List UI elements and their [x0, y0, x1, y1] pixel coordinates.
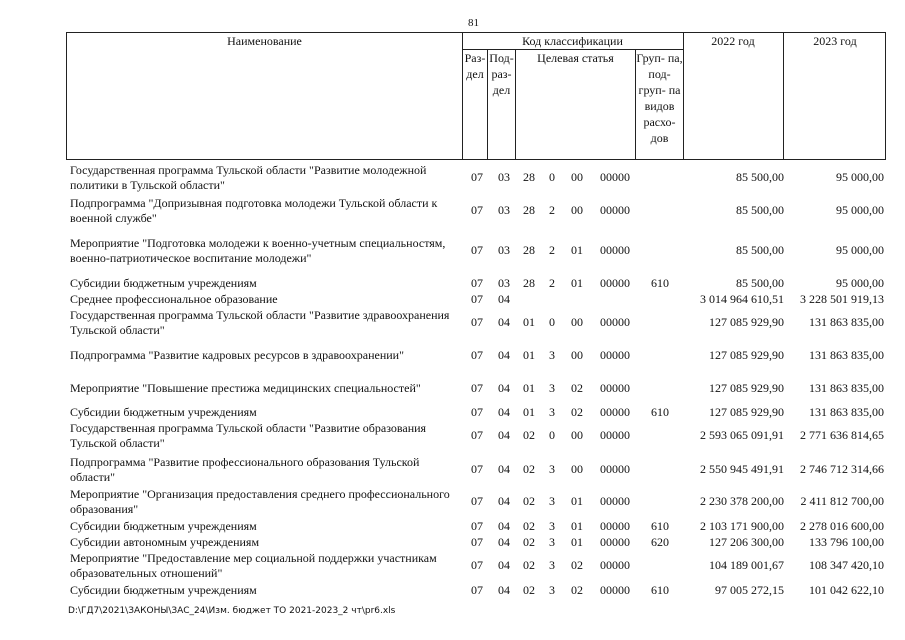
- target-direction-cell: 00000: [600, 583, 630, 597]
- amount-2022-cell: 85 500,00: [736, 203, 784, 217]
- razdel-cell: 07: [471, 348, 483, 362]
- row-name: Субсидии автономным учреждениям: [70, 535, 260, 549]
- target-direction-cell: 00000: [600, 494, 630, 508]
- target-subprogram-cell: 3: [549, 519, 555, 533]
- target-subprogram-cell: 0: [549, 428, 555, 442]
- podrazdel-cell: 03: [498, 203, 510, 217]
- amount-2022-cell: 85 500,00: [736, 276, 784, 290]
- header-group: Груп- па, под- груп- па видов расхо- дов: [636, 51, 683, 145]
- target-subprogram-cell: 3: [549, 583, 555, 597]
- target-measure-cell: 01: [571, 276, 583, 290]
- target-direction-cell: 00000: [600, 558, 630, 572]
- podrazdel-cell: 03: [498, 170, 510, 184]
- target-measure-cell: 02: [571, 405, 583, 419]
- target-program-cell: 02: [523, 519, 535, 533]
- expense-type-cell: 610: [651, 519, 669, 533]
- podrazdel-cell: 04: [498, 428, 510, 442]
- amount-2022-cell: 2 593 065 091,91: [700, 428, 784, 442]
- row-name: Государственная программа Тульской области "Развитие здравоохранения Тульской области": [70, 308, 450, 337]
- amount-2022-cell: 104 189 001,67: [709, 558, 784, 572]
- row-name: Подпрограмма "Допризывная подготовка молодежи Тульской области к военной службе": [70, 196, 438, 225]
- amount-2022-cell: 85 500,00: [736, 170, 784, 184]
- target-subprogram-cell: 2: [549, 276, 555, 290]
- target-program-cell: 28: [523, 243, 535, 257]
- header-target: Целевая статья: [537, 51, 614, 65]
- row-name: Подпрограмма "Развитие профессионального образования Тульской области": [70, 455, 420, 484]
- podrazdel-cell: 04: [498, 381, 510, 395]
- razdel-cell: 07: [471, 428, 483, 442]
- target-subprogram-cell: 0: [549, 315, 555, 329]
- amount-2022-cell: 127 206 300,00: [709, 535, 784, 549]
- podrazdel-cell: 04: [498, 315, 510, 329]
- target-direction-cell: 00000: [600, 276, 630, 290]
- razdel-cell: 07: [471, 381, 483, 395]
- target-measure-cell: 01: [571, 243, 583, 257]
- amount-2023-cell: 3 228 501 919,13: [800, 292, 884, 306]
- row-name: Мероприятие "Подготовка молодежи к военно-учетным специальностям, военно-патриотическое воспитание молодежи": [70, 236, 446, 265]
- target-program-cell: 28: [523, 203, 535, 217]
- amount-2022-cell: 3 014 964 610,51: [700, 292, 784, 306]
- target-program-cell: 01: [523, 405, 535, 419]
- target-program-cell: 02: [523, 428, 535, 442]
- target-direction-cell: 00000: [600, 405, 630, 419]
- target-direction-cell: 00000: [600, 348, 630, 362]
- amount-2023-cell: 131 863 835,00: [809, 348, 884, 362]
- target-measure-cell: 02: [571, 583, 583, 597]
- expense-type-cell: 620: [651, 535, 669, 549]
- razdel-cell: 07: [471, 462, 483, 476]
- target-subprogram-cell: 3: [549, 558, 555, 572]
- podrazdel-cell: 04: [498, 405, 510, 419]
- amount-2023-cell: 95 000,00: [836, 243, 884, 257]
- header-divider: [783, 33, 784, 159]
- target-subprogram-cell: 3: [549, 494, 555, 508]
- amount-2022-cell: 85 500,00: [736, 243, 784, 257]
- target-measure-cell: 02: [571, 558, 583, 572]
- target-direction-cell: 00000: [600, 381, 630, 395]
- target-subprogram-cell: 3: [549, 381, 555, 395]
- razdel-cell: 07: [471, 203, 483, 217]
- podrazdel-cell: 04: [498, 494, 510, 508]
- target-direction-cell: 00000: [600, 535, 630, 549]
- target-direction-cell: 00000: [600, 428, 630, 442]
- target-program-cell: 01: [523, 381, 535, 395]
- target-measure-cell: 02: [571, 381, 583, 395]
- target-subprogram-cell: 0: [549, 170, 555, 184]
- target-direction-cell: 00000: [600, 315, 630, 329]
- page-number: 81: [468, 17, 479, 29]
- amount-2023-cell: 95 000,00: [836, 203, 884, 217]
- target-program-cell: 01: [523, 315, 535, 329]
- row-name: Государственная программа Тульской области "Развитие образования Тульской области": [70, 421, 427, 450]
- amount-2022-cell: 127 085 929,90: [709, 315, 784, 329]
- amount-2023-cell: 101 042 622,10: [809, 583, 884, 597]
- amount-2023-cell: 131 863 835,00: [809, 315, 884, 329]
- row-name: Мероприятие "Предоставление мер социальной поддержки участникам образовательных отношений": [70, 551, 437, 580]
- amount-2022-cell: 97 005 272,15: [715, 583, 784, 597]
- podrazdel-cell: 04: [498, 348, 510, 362]
- podrazdel-cell: 04: [498, 462, 510, 476]
- razdel-cell: 07: [471, 243, 483, 257]
- amount-2022-cell: 2 103 171 900,00: [700, 519, 784, 533]
- target-subprogram-cell: 3: [549, 535, 555, 549]
- table-header: [66, 32, 886, 160]
- target-program-cell: 28: [523, 170, 535, 184]
- row-name: Субсидии бюджетным учреждениям: [70, 276, 257, 290]
- row-name: Мероприятие "Организация предоставления среднего профессионального образования": [70, 487, 450, 516]
- target-measure-cell: 00: [571, 428, 583, 442]
- podrazdel-cell: 03: [498, 276, 510, 290]
- target-subprogram-cell: 3: [549, 462, 555, 476]
- target-program-cell: 02: [523, 583, 535, 597]
- amount-2023-cell: 2 771 636 814,65: [800, 428, 884, 442]
- amount-2023-cell: 2 278 016 600,00: [800, 519, 884, 533]
- target-direction-cell: 00000: [600, 243, 630, 257]
- razdel-cell: 07: [471, 170, 483, 184]
- row-name: Субсидии бюджетным учреждениям: [70, 519, 257, 533]
- file-path-footer: D:\ГД7\2021\ЗАКОНЫ\ЗАС_24\Изм. бюджет ТО 2021-2023_2 чт\pr6.xls: [68, 606, 396, 616]
- target-direction-cell: 00000: [600, 170, 630, 184]
- razdel-cell: 07: [471, 292, 483, 306]
- amount-2022-cell: 2 230 378 200,00: [700, 494, 784, 508]
- target-direction-cell: 00000: [600, 519, 630, 533]
- razdel-cell: 07: [471, 535, 483, 549]
- target-measure-cell: 00: [571, 315, 583, 329]
- header-classification: Код классификации: [522, 34, 623, 48]
- row-name: Мероприятие "Повышение престижа медицинских специальностей": [70, 381, 421, 395]
- header-name: Наименование: [227, 34, 302, 48]
- row-name: Субсидии бюджетным учреждениям: [70, 583, 257, 597]
- target-program-cell: 02: [523, 494, 535, 508]
- expense-type-cell: 610: [651, 405, 669, 419]
- amount-2023-cell: 131 863 835,00: [809, 381, 884, 395]
- target-measure-cell: 00: [571, 203, 583, 217]
- amount-2023-cell: 2 411 812 700,00: [800, 494, 884, 508]
- expense-type-cell: 610: [651, 276, 669, 290]
- razdel-cell: 07: [471, 276, 483, 290]
- podrazdel-cell: 04: [498, 558, 510, 572]
- razdel-cell: 07: [471, 315, 483, 329]
- razdel-cell: 07: [471, 405, 483, 419]
- target-program-cell: 02: [523, 558, 535, 572]
- row-name: Среднее профессиональное образование: [70, 292, 278, 306]
- amount-2023-cell: 95 000,00: [836, 170, 884, 184]
- target-measure-cell: 01: [571, 535, 583, 549]
- target-subprogram-cell: 2: [549, 243, 555, 257]
- razdel-cell: 07: [471, 519, 483, 533]
- podrazdel-cell: 03: [498, 243, 510, 257]
- amount-2022-cell: 127 085 929,90: [709, 381, 784, 395]
- amount-2022-cell: 2 550 945 491,91: [700, 462, 784, 476]
- target-program-cell: 28: [523, 276, 535, 290]
- target-direction-cell: 00000: [600, 203, 630, 217]
- target-subprogram-cell: 2: [549, 203, 555, 217]
- row-name: Субсидии бюджетным учреждениям: [70, 405, 257, 419]
- target-measure-cell: 01: [571, 494, 583, 508]
- target-program-cell: 02: [523, 535, 535, 549]
- amount-2023-cell: 108 347 420,10: [809, 558, 884, 572]
- target-direction-cell: 00000: [600, 462, 630, 476]
- amount-2022-cell: 127 085 929,90: [709, 405, 784, 419]
- podrazdel-cell: 04: [498, 292, 510, 306]
- amount-2023-cell: 2 746 712 314,66: [800, 462, 884, 476]
- target-measure-cell: 00: [571, 462, 583, 476]
- amount-2023-cell: 131 863 835,00: [809, 405, 884, 419]
- target-program-cell: 01: [523, 348, 535, 362]
- target-subprogram-cell: 3: [549, 348, 555, 362]
- amount-2022-cell: 127 085 929,90: [709, 348, 784, 362]
- header-year-2023: 2023 год: [813, 34, 857, 48]
- amount-2023-cell: 95 000,00: [836, 276, 884, 290]
- row-name: Подпрограмма "Развитие кадровых ресурсов в здравоохранении": [70, 348, 404, 362]
- row-name: Государственная программа Тульской области "Развитие молодежной политики в Тульской области": [70, 163, 427, 192]
- target-measure-cell: 00: [571, 348, 583, 362]
- target-measure-cell: 00: [571, 170, 583, 184]
- podrazdel-cell: 04: [498, 535, 510, 549]
- podrazdel-cell: 04: [498, 519, 510, 533]
- razdel-cell: 07: [471, 494, 483, 508]
- header-razdel: Раз- дел: [464, 51, 486, 81]
- target-program-cell: 02: [523, 462, 535, 476]
- razdel-cell: 07: [471, 558, 483, 572]
- amount-2023-cell: 133 796 100,00: [809, 535, 884, 549]
- target-subprogram-cell: 3: [549, 405, 555, 419]
- podrazdel-cell: 04: [498, 583, 510, 597]
- razdel-cell: 07: [471, 583, 483, 597]
- header-year-2022: 2022 год: [711, 34, 755, 48]
- header-divider: [683, 33, 684, 159]
- header-podrazdel: Под- раз- дел: [489, 51, 514, 97]
- expense-type-cell: 610: [651, 583, 669, 597]
- target-measure-cell: 01: [571, 519, 583, 533]
